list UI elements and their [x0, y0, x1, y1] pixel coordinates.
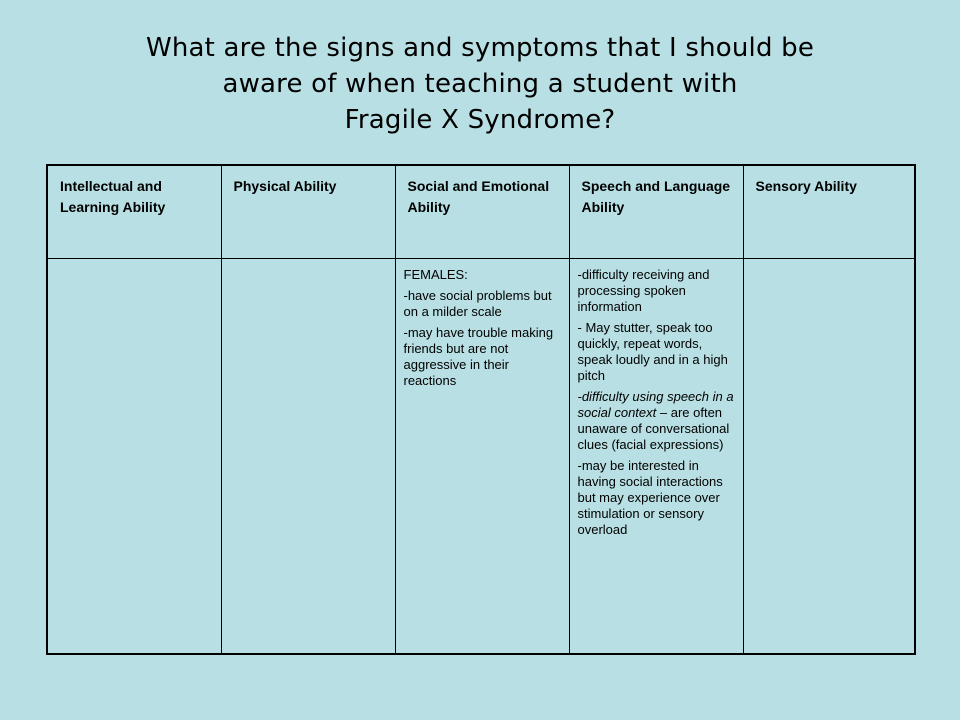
header-intellectual-learning: Intellectual and Learning Ability — [47, 165, 221, 259]
header-physical: Physical Ability — [221, 165, 395, 259]
social-line-2: -have social problems but on a milder scale — [403, 288, 552, 319]
title-line-2: aware of when teaching a student with — [222, 69, 738, 99]
speech-line-4: -may be interested in having social interactions but may experience over stimulation or sensory overload — [577, 458, 723, 537]
header-social-emotional: Social and Emotional Ability — [395, 165, 569, 259]
speech-line-3-italic: -difficulty using speech in a social context — [577, 389, 734, 420]
social-line-1: FEMALES: — [403, 267, 468, 282]
speech-line-2: - May stutter, speak too quickly, repeat words, speak loudly and in a high pitch — [577, 320, 728, 383]
table-header-row — [47, 165, 915, 259]
cell-speech-language — [569, 259, 743, 655]
cell-physical — [221, 259, 395, 655]
speech-line-1: -difficulty receiving and processing spoken information — [577, 267, 710, 314]
slide-title — [40, 30, 920, 138]
header-sensory: Sensory Ability — [743, 165, 915, 259]
cell-social-emotional — [395, 259, 569, 655]
cell-sensory — [743, 259, 915, 655]
speech-line-3-rest: – are often unaware of conversational clues (facial expressions) — [577, 405, 730, 452]
social-line-3: -may have trouble making friends but are not aggressive in their reactions — [403, 325, 554, 388]
table-row — [47, 259, 915, 655]
symptoms-table — [46, 164, 916, 655]
cell-intellectual-learning — [47, 259, 221, 655]
speech-line-3 — [578, 389, 735, 453]
header-speech-language: Speech and Language Ability — [569, 165, 743, 259]
title-line-1: What are the signs and symptoms that I should be — [145, 33, 815, 63]
title-line-3: Fragile X Syndrome? — [344, 105, 616, 135]
